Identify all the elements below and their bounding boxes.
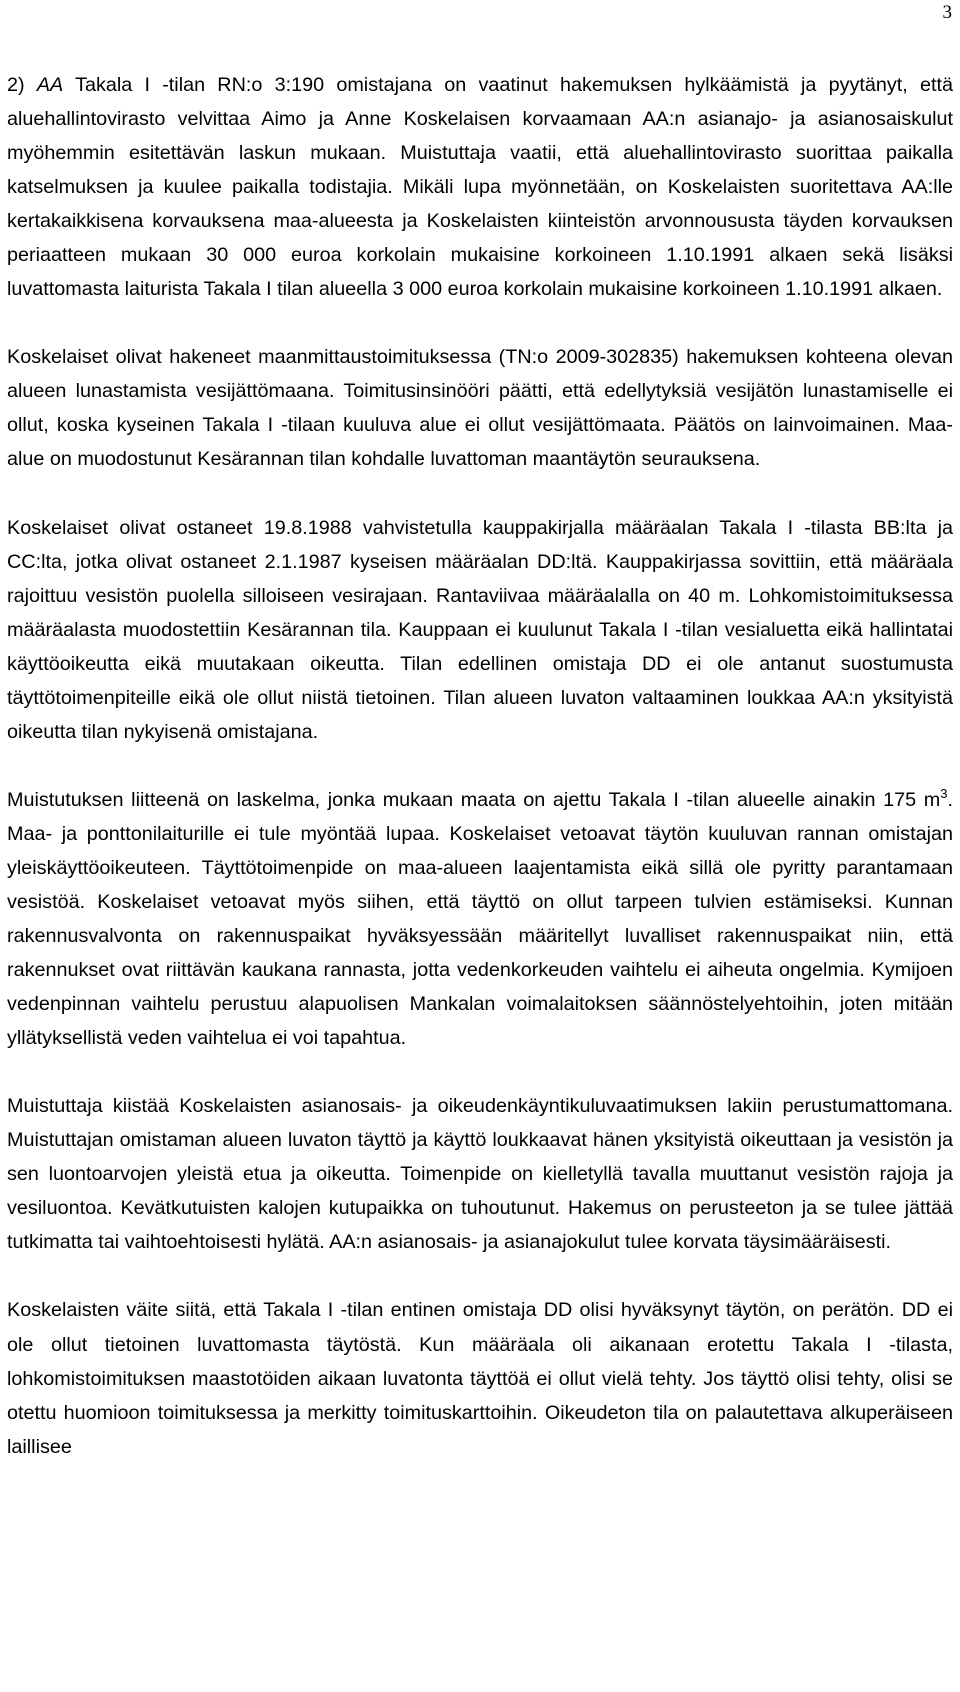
document-body <box>7 68 953 1464</box>
page-number: 3 <box>942 2 952 23</box>
superscript: 3 <box>940 785 948 801</box>
paragraph-text: Koskelaiset olivat hakeneet maanmittaustoimituksessa (TN:o 2009-302835) hakemuksen kohteena olevan alueen lunastamista vesijättömaana. Toimitusinsinööri päätti, että edellytyksiä vesijätön lunastamiselle ei ollut, koska kyseinen Takala I -tilaan kuuluva alue ei ollut vesijättömaata. Päätös on lainvoimainen. Maa-alue on muodostunut Kesärannan tilan kohdalle luvattoman maantäytön seurauksena. <box>7 346 953 471</box>
italic-text: AA <box>36 74 64 96</box>
paragraph-text: 2) <box>7 74 37 96</box>
paragraph-text: Koskelaiset olivat ostaneet 19.8.1988 vahvistetulla kauppakirjalla määräalan Takala I -tilasta BB:lta ja CC:lta, jotka olivat ostaneet 2.1.1987 kyseisen määräalan DD:ltä. Kauppakirjassa sovittiin, että määräala rajoittuu vesistön puolella silloiseen vesirajaan. Rantaviivaa määräalalla on 40 m. Lohkomistoimituksessa määräalasta muodostettiin Kesärannan tila. Kauppaan ei kuulunut Takala I -tilan vesialuetta eikä hallintatai käyttöoikeutta eikä muutakaan oikeutta. Tilan edellinen omistaja DD ei ole antanut suostumusta täyttötoimenpiteille eikä ole ollut niistä tietoinen. Tilan alueen luvaton valtaaminen loukkaa AA:n yksityistä oikeutta tilan nykyisenä omistajana. <box>7 516 953 743</box>
paragraph <box>7 340 953 476</box>
paragraph-text: Koskelaisten väite siitä, että Takala I -tilan entinen omistaja DD olisi hyväksynyt täytön, on perätön. DD ei ole ollut tietoinen luvattomasta täytöstä. Kun määräala oli aikanaan erotettu Takala I -tilasta, lohkomistoimituksen maastotöiden aikaan luvatonta täyttöä ei ollut vielä tehty. Jos täyttö olisi tehty, olisi se otettu huomioon toimituksessa ja merkitty toimituskarttoihin. Oikeudeton tila on palautettava alkuperäiseen laillisee <box>7 1299 953 1458</box>
paragraph-text: Muistuttaja kiistää Koskelaisten asianosais- ja oikeudenkäyntikuluvaatimuksen lakiin perustumattomana. Muistuttajan omistaman alueen luvaton täyttö ja käyttö loukkaavat hänen yksityistä oikeuttaan ja vesistön ja sen luontoarvojen yleistä etua ja oikeutta. Toimenpide on kielletyllä tavalla muuttanut vesistön rajoja ja vesiluontoa. Kevätkutuisten kalojen kutupaikka on tuhoutunut. Hakemus on perusteeton ja se tulee jättää tutkimatta tai vaihtoehtoisesti hylätä. AA:n asianosais- ja asianajokulut tulee korvata täysimääräisesti. <box>7 1095 953 1254</box>
paragraph <box>7 783 953 1055</box>
paragraph <box>7 511 953 749</box>
paragraph-text: Muistutuksen liitteenä on laskelma, jonka mukaan maata on ajettu Takala I -tilan alueelle ainakin 175 m <box>7 788 941 811</box>
paragraph <box>7 68 953 306</box>
paragraph-text: Takala I -tilan RN:o 3:190 omistajana on vaatinut hakemuksen hylkäämistä ja pyytänyt, että aluehallintovirasto velvittaa Aimo ja Anne Koskelaisen korvaamaan AA:n asianajo- ja asianosaiskulut myöhemmin esitettävän laskun mukaan. Muistuttaja vaatii, että aluehallintovirasto suorittaa paikalla katselmuksen ja kuulee paikalla todistajia. Mikäli lupa myönnetään, on Koskelaisten suoritettava AA:lle kertakaikkisena korvauksena maa-alueesta ja Koskelaisten kiinteistön arvonnoususta täyden korvauksen periaatteen mukaan 30 000 euroa korkolain mukaisine korkoineen 1.10.1991 alkaen sekä lisäksi luvattomasta laiturista Takala I tilan alueella 3 000 euroa korkolain mukaisine korkoineen 1.10.1991 alkaen. <box>7 74 954 301</box>
paragraph <box>7 1293 953 1463</box>
paragraph <box>7 1089 953 1259</box>
paragraph-text: . Maa- ja ponttonilaiturille ei tule myöntää lupaa. Koskelaiset vetoavat täytön kuuluvan rannan omistajan yleiskäyttöoikeuteen. Täyttötoimenpide on maa-alueen laajentamista eikä sillä ole pyritty parantamaan vesistöä. Koskelaiset vetoavat myös siihen, että täyttö on ollut tarpeen tulvien estämiseksi. Kunnan rakennusvalvonta on rakennuspaikat hyväksyessään määritellyt luvalliset rakennuspaikat niin, että rakennukset ovat riittävän kaukana rannasta, jotta vedenkorkeuden vaihtelu ei aiheuta ongelmia. Kymijoen vedenpinnan vaihtelu perustuu alapuolisen Mankalan voimalaitoksen säännöstelyehtoihin, joten mitään yllätyksellistä veden vaihtelua ei voi tapahtua. <box>7 788 953 1050</box>
